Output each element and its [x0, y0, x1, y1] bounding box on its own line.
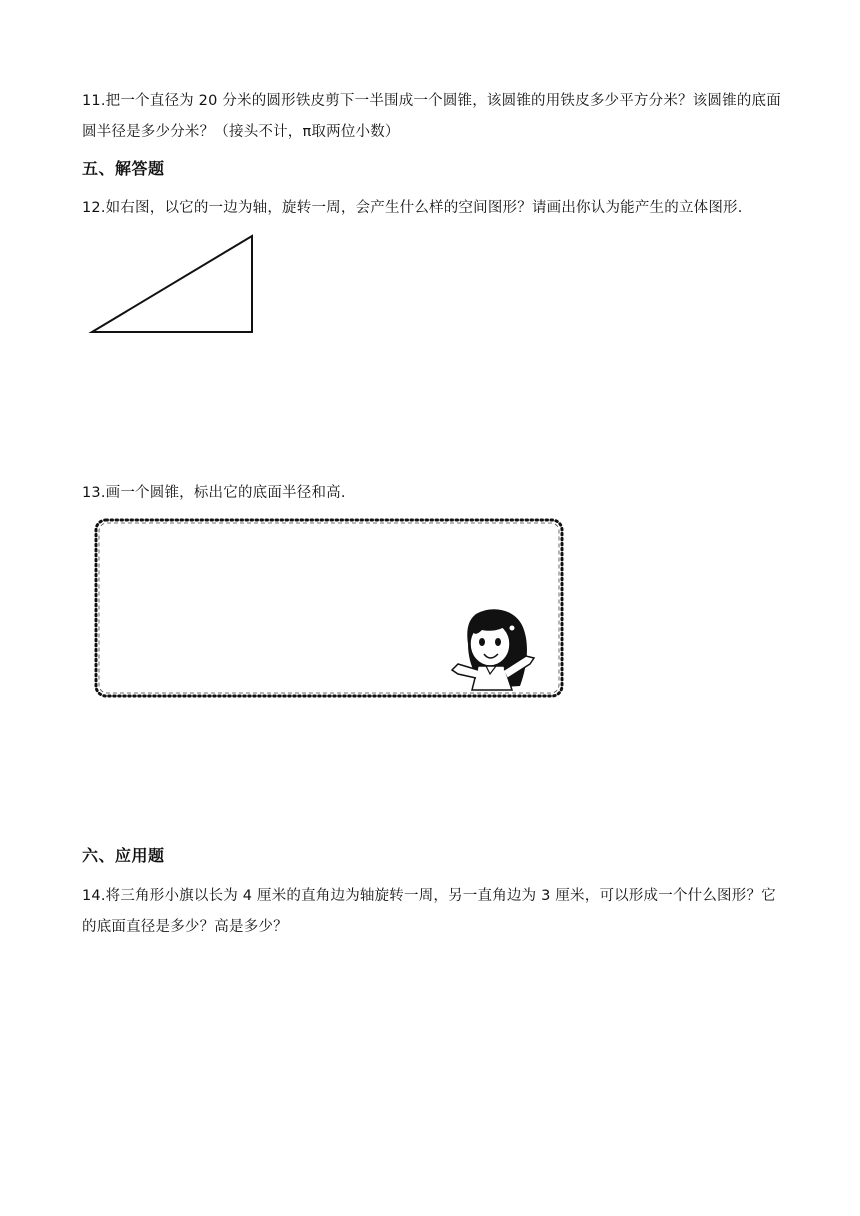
question-14: 14.将三角形小旗以长为 4 厘米的直角边为轴旋转一周，另一直角边为 3 厘米，可以形成一个什么图形？它的底面直径是多少？高是多少？	[82, 888, 776, 935]
section-heading-5: 五、解答题	[82, 159, 165, 178]
cartoon-girl-icon	[452, 609, 534, 690]
question-11: 11.把一个直径为 20 分米的圆形铁皮剪下一半围成一个圆锥，该圆锥的用铁皮多少平方分米？该圆锥的底面圆半径是多少分米？（接头不计，π取两位小数）	[82, 93, 781, 140]
right-triangle-figure	[88, 232, 258, 338]
section-heading-6: 六、应用题	[82, 846, 165, 865]
question-13: 13.画一个圆锥，标出它的底面半径和高.	[82, 485, 346, 501]
dotted-answer-frame	[86, 512, 572, 704]
question-12: 12.如右图，以它的一边为轴，旋转一周，会产生什么样的空间图形？请画出你认为能产生的立体图形.	[82, 200, 743, 216]
